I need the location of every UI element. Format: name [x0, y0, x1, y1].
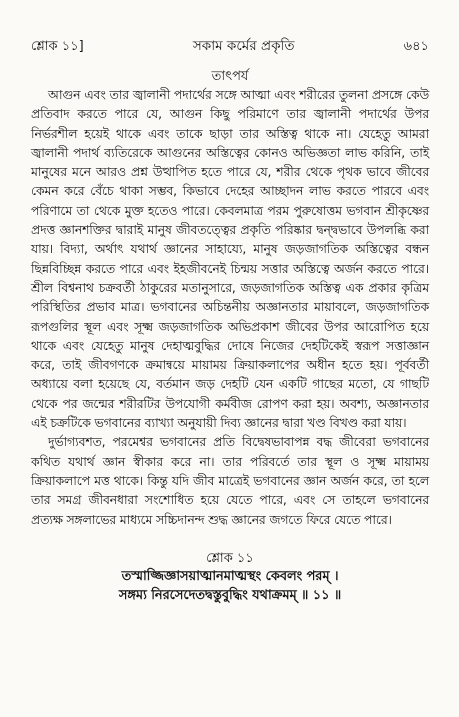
purport-paragraph: আগুন এবং তার জ্বালানী পদার্থের সঙ্গে আত্মা এবং শরীরের তুলনা প্রসঙ্গে কেউ প্রতিবাদ করতে পারে যে, আগুন কিছু পরিমাণে তার জ্বালানী পদার্থের উপর নির্ভরশীল হয়েই থাকে এবং তাকে ছাড়া তার অস্তিত্ব থাকে না। যেহেতু আমরা জ্বালানী পদার্থ ব্যতিরেকে আগুনের অস্তিত্বের কোনও অভিজ্ঞতা লাভ করিনি, তাই মানুষের মনে আরও প্রশ্ন উত্থাপিত হতে পারে যে, শরীর থেকে পৃথক ভাবে জীবের কেমন করে বেঁচে থাকা সম্ভব, কিভাবে দেহের আচ্ছাদন লাভ করতে পারবে এবং পরিণামে তা থেকে মুক্ত হতেও পারে। কেবলমাত্র পরম পুরুষোত্তম ভগবান শ্রীকৃষ্ণের প্রদত্ত জ্ঞানশক্তির দ্বারাই মানুষ জীবতত্ত্বের প্রকৃতি পরিষ্কার দ্বন্দ্বভাবে উপলব্ধি করা যায়। বিদ্যা, অর্থাৎ যথার্থ জ্ঞানের সাহায্যে, মানুষ জড়জাগতিক অস্তিত্বের বন্ধন ছিন্নবিচ্ছিন্ন করতে পারে এবং ইহজীবনেই চিন্ময় সত্তার অস্তিত্বে অর্জন করতে পারে। শ্রীল বিশ্বনাথ চক্রবর্তী ঠাকুরের মতানুসারে, জড়জাগতিক অস্তিত্ব এক প্রকার কৃত্রিম পরিস্থিতির প্রভাব মাত্র। ভগবানের অচিন্তনীয় অজ্ঞানতার মায়াবলে, জড়জাগতিক রূপগুলির স্থূল এবং সূক্ষ্ম জড়জাগতিক অভিপ্রকাশ জীবের উপর আরোপিত হয়ে থাকে এবং যেহেতু মানুষ দেহাত্মবুদ্ধির দোষে নিজের দেহটিকেই স্বরূপ সত্তাজ্ঞান করে, তাই জীবগণকে ক্রমান্বয়ে মায়াময় ক্রিয়াকলাপের অধীন হতে হয়। পূর্ববর্তী অধ্যায়ে বলা হয়েছে যে, বর্তমান জড় দেহটি যেন একটি গাছের মতো, যে গাছটি থেকে পর জন্মের শরীরটির উপযোগী কর্মবীজ রোপণ করা হয়। অবশ্য, অজ্ঞানতার এই চক্রটিকে ভগবানের ব্যাখ্যা অনুযায়ী দিব্য জ্ঞানের দ্বারা খণ্ড বিখণ্ড করা যায়। — [31, 87, 429, 431]
verse-heading: শ্লোক ১১ — [206, 550, 254, 566]
purport-paragraph: দুর্ভাগ্যবশত, পরমেশ্বর ভগবানের প্রতি বিদ্বেষভাবাপন্ন বদ্ধ জীবেরা ভগবানের কথিত যথার্থ জ্ঞান স্বীকার করে না। তার পরিবর্তে তার স্থূল ও সূক্ষ্ম মায়াময় ক্রিয়াকলাপে মত্ত থাকে। কিন্তু যদি জীব মাত্রেই ভগবানের জ্ঞান অর্জন করে, তা হলে তার সমগ্র জীবনধারা সংশোধিত হয়ে যেতে পারে, এবং সে তাহলে ভগবানের প্রত্যক্ষ সঙ্গলাভের মাধ্যমে সচ্চিদানন্দ শুদ্ধ জ্ঞানের জগতে ফিরে যেতে পারে। — [31, 434, 429, 527]
purport-body — [31, 85, 429, 529]
page-number: ৬৪১ — [403, 39, 429, 54]
section-title-purport: তাৎপর্য — [211, 69, 249, 84]
sanskrit-verse — [31, 567, 429, 605]
running-header — [31, 35, 429, 55]
header-chapter-title: সকাম কর্মের প্রকৃতি — [192, 38, 295, 54]
verse-line: সঙ্গম্য নিরসেদেতদ্বস্তুবুদ্ধিং যথাক্রমম্ ॥ ১১ ॥ — [118, 587, 342, 603]
verse-line: তস্মাজ্জিজ্ঞাসয়াত্মানমাত্মস্থং কেবলং পরম্ । — [121, 568, 339, 584]
header-verse-ref: শ্লোক ১১] — [31, 39, 84, 54]
